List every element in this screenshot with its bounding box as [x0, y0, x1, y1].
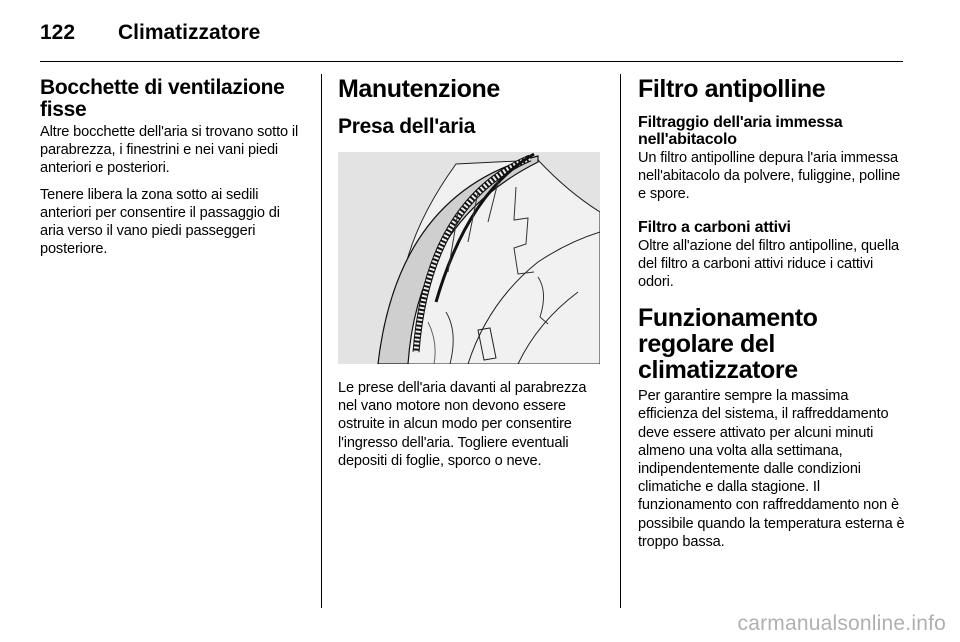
air-intake-illustration [338, 152, 600, 364]
paragraph-vents-1: Altre bocchette dell'aria si trovano sotto il parabrezza, i finestrini e nei vani piedi anteriori e posteriori. [40, 124, 299, 177]
column-divider-left [321, 74, 322, 608]
column-1 [40, 74, 306, 258]
subheading-activated-carbon: Filtro a carboni attivi [638, 218, 791, 236]
column-3 [638, 74, 908, 551]
subheading-cabin-air: Filtraggio dell'aria immessa nell'abitacolo [638, 114, 843, 148]
header-rule [40, 61, 903, 62]
paragraph-cabin-air: Un filtro antipolline depura l'aria immessa nell'abitacolo da polvere, fuliggine, polline e spore. [638, 150, 901, 203]
section-heading-air-intake: Presa dell'aria [338, 115, 476, 138]
paragraph-activated-carbon: Oltre all'azione del filtro antipolline, quella del filtro a carboni attivi riduce i cattivi odori. [638, 237, 900, 291]
chapter-heading-maintenance: Manutenzione [338, 75, 500, 103]
column-divider-right [620, 74, 621, 608]
column-2 [338, 74, 606, 470]
watermark: carmanualsonline.info [737, 612, 946, 635]
paragraph-air-intake: Le prese dell'aria davanti al parabrezza nel vano motore non devono essere ostruite in alcun modo per consentire l'ingresso dell'aria. Togliere eventuali depositi di foglie, sporco o neve. [338, 380, 587, 469]
page-number: 122 [40, 21, 76, 44]
paragraph-regular-operation: Per garantire sempre la massima efficienza del sistema, il raffreddamento deve essere attivato per alcuni minuti almeno una volta alla settimana, indipendentemente dalle condizioni climatiche e dalla stagione. Il funzionamento con raffreddamento non è possibile quando la temperatura esterna è troppo bassa. [638, 388, 905, 550]
figure-air-intake [338, 152, 600, 364]
paragraph-vents-2: Tenere libera la zona sotto ai sedili anteriori per consentire il passaggio di aria verso il vano piedi passeggeri posteriore. [40, 186, 280, 258]
chapter-heading-regular-operation: Funzionamento regolare del climatizzatore [638, 304, 818, 385]
running-head: Climatizzatore [118, 21, 261, 44]
chapter-heading-pollen-filter: Filtro antipolline [638, 75, 826, 103]
section-heading-fixed-vents: Bocchette di ventilazione fisse [40, 76, 285, 121]
